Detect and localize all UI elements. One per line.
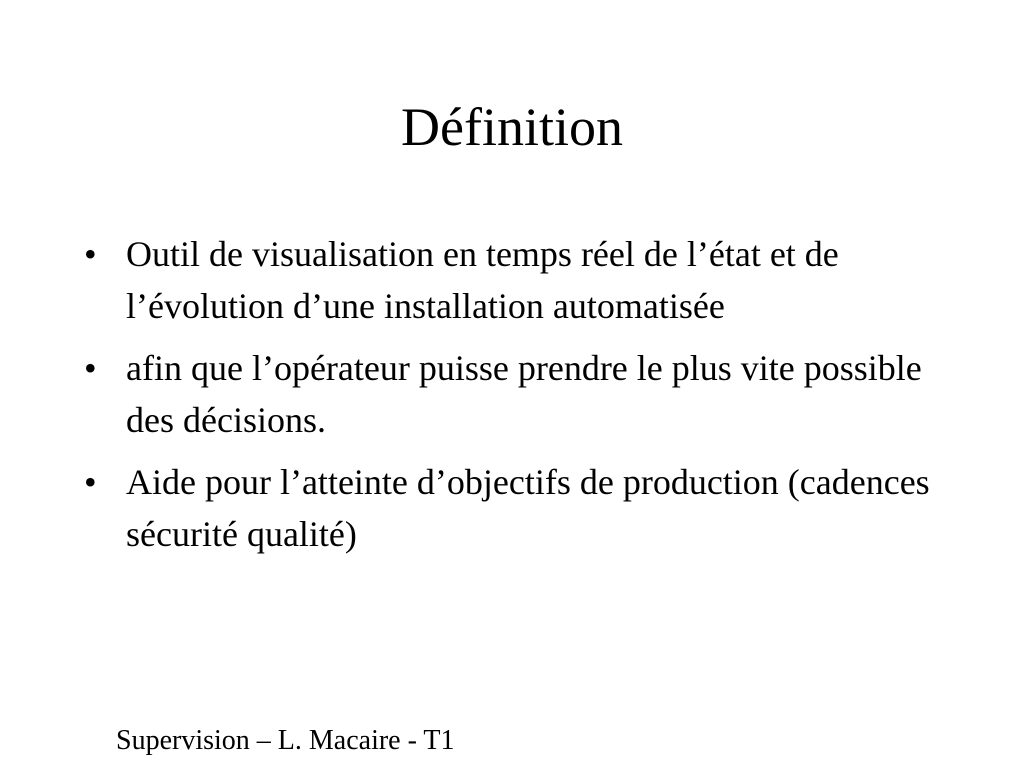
- bullet-item: [84, 228, 944, 332]
- bullet-text: afin que l’opérateur puisse prendre le plus vite possible des décisions.: [126, 348, 922, 440]
- bullet-item: [84, 342, 944, 446]
- slide-title: Définition: [401, 97, 623, 157]
- bullet-text: Aide pour l’atteinte d’objectifs de production (cadences sécurité qualité): [126, 462, 930, 554]
- slide-footer: Supervision – L. Macaire - T1: [116, 725, 455, 756]
- bullet-text: Outil de visualisation en temps réel de l’état et de l’évolution d’une installation automatisée: [126, 234, 839, 326]
- bullet-icon: •: [84, 234, 97, 274]
- bullet-icon: •: [84, 462, 97, 502]
- bullet-list: [84, 228, 944, 570]
- bullet-item: [84, 456, 944, 560]
- bullet-icon: •: [84, 348, 97, 388]
